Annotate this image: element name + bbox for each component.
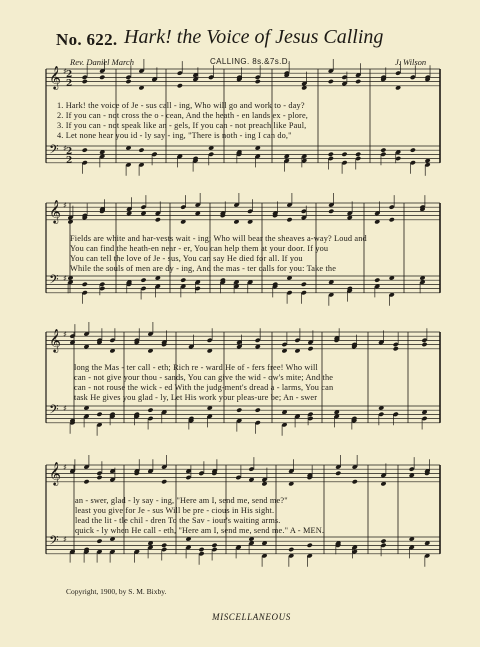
- verse-line-3-1: long the Mas - ter call - eth; Rich re - ward He of - fers free! Who will: [74, 363, 318, 372]
- verse-line-4-4: quick - ly when He call - eth, "Here am I, send me, send me." A - MEN.: [75, 526, 325, 535]
- note-head: [125, 79, 131, 84]
- note-head: [140, 277, 146, 282]
- note-head: [211, 543, 217, 548]
- note-head: [236, 407, 242, 412]
- key-sharp: ♯: [63, 463, 67, 472]
- time-signature: 2: [66, 70, 73, 80]
- note-head: [355, 152, 361, 157]
- note-head: [307, 543, 313, 548]
- note-head: [286, 217, 292, 222]
- key-sharp: ♯: [63, 201, 67, 210]
- note-head: [198, 547, 204, 552]
- note-head: [255, 79, 261, 84]
- key-sharp: ♯: [63, 274, 67, 283]
- verse-line-2-4: While the souls of men are dy - ing, And the mas - ter calls for you: Take the: [70, 264, 337, 273]
- note-head: [99, 75, 105, 80]
- note-head: [255, 407, 261, 412]
- verse-line-1-1: 1. Hark! the voice of Je - sus call - ing, Who will go and work to - day?: [57, 101, 305, 110]
- key-sharp: ♯: [63, 404, 67, 413]
- note-head: [83, 479, 89, 484]
- composer-credit: J. Wilson: [395, 57, 427, 67]
- note-head: [180, 277, 186, 282]
- note-head: [421, 342, 427, 347]
- key-sharp: ♯: [63, 67, 67, 76]
- verse-line-2-2: You can find the heath-en near - er, You can help them at your door. If you: [70, 244, 329, 253]
- bass-clef: 𝄢: [49, 272, 59, 290]
- treble-clef: 𝄞: [49, 65, 61, 89]
- verse-line-1-4: 4. Let none hear you id - ly say - ing, "There is noth - ing I can do,": [57, 131, 292, 140]
- note-head: [341, 152, 347, 157]
- note-head: [389, 217, 395, 222]
- note-head: [82, 282, 88, 287]
- note-head: [138, 147, 144, 152]
- verse-line-3-2: can - not give your thou - sands, You can give the wid - ow's mite; And the: [74, 373, 334, 382]
- note-head: [352, 479, 358, 484]
- verse-line-4-3: lead the lit - tle chil - dren To the Sav - iour's waiting arms.: [75, 516, 281, 525]
- bass-clef: 𝄢: [49, 533, 59, 551]
- verse-line-2-3: You can tell the love of Je - sus, You can say He died for all. If you: [70, 254, 303, 263]
- note-head: [96, 475, 102, 480]
- note-head: [288, 547, 294, 552]
- note-head: [328, 152, 334, 157]
- bass-clef: 𝄢: [49, 402, 59, 420]
- note-head: [301, 282, 307, 287]
- note-head: [147, 407, 153, 412]
- time-signature: 2: [66, 147, 73, 157]
- note-head: [380, 147, 386, 152]
- treble-clef: 𝄞: [49, 199, 61, 223]
- note-head: [355, 79, 361, 84]
- section-label: MISCELLANEOUS: [212, 612, 291, 622]
- note-head: [410, 147, 416, 152]
- hymn-title: Hark! the Voice of Jesus Calling: [124, 26, 384, 48]
- copyright-note: Copyright, 1900, by S. M. Bixby.: [66, 587, 167, 596]
- time-signature: 2: [66, 156, 73, 166]
- key-sharp: ♯: [63, 535, 67, 544]
- note-head: [307, 346, 313, 351]
- verse-line-4-1: an - swer, glad - ly say - ing, "Here am I, send me, send me?": [75, 496, 288, 505]
- note-head: [161, 543, 167, 548]
- treble-clef: 𝄞: [49, 328, 61, 352]
- verse-line-1-2: 2. If you can - not cross the o - cean, And the heath - en lands ex - plore,: [57, 111, 309, 120]
- note-head: [335, 471, 341, 476]
- time-signature: 2: [66, 79, 73, 89]
- note-head: [96, 412, 102, 417]
- note-head: [96, 538, 102, 543]
- key-sharp: ♯: [63, 330, 67, 339]
- treble-clef: 𝄞: [49, 461, 61, 485]
- verse-line-3-4: task He gives you glad - ly, Let His work your pleas-ure be; An - swer: [74, 393, 318, 402]
- note-head: [328, 79, 334, 84]
- tune-name: CALLING. 8s.&7s.D.: [210, 57, 291, 66]
- note-head: [177, 83, 183, 88]
- note-head: [380, 538, 386, 543]
- verse-line-3-3: can - not rouse the wick - ed With the judg-ment's dread a - larms, You can: [74, 383, 334, 392]
- hymn-number: No. 622.: [56, 30, 118, 49]
- author-credit: Rev. Daniel March: [70, 57, 134, 67]
- bass-clef: 𝄢: [49, 142, 59, 160]
- verse-line-4-2: least you give for Je - sus Will be pre - cious in His sight.: [75, 506, 275, 515]
- note-head: [155, 217, 161, 222]
- note-head: [82, 147, 88, 152]
- verse-line-1-3: 3. If you can - not speak like an - gels, If you can - not preach like Paul,: [57, 121, 307, 130]
- note-head: [328, 209, 334, 214]
- note-head: [374, 277, 380, 282]
- note-head: [393, 346, 399, 351]
- verse-line-2-1: Fields are white and har-vests wait - ing; Who will bear the sheaves a-way? Loud and: [70, 234, 367, 243]
- note-head: [82, 79, 88, 84]
- key-sharp: ♯: [63, 144, 67, 153]
- note-head: [161, 479, 167, 484]
